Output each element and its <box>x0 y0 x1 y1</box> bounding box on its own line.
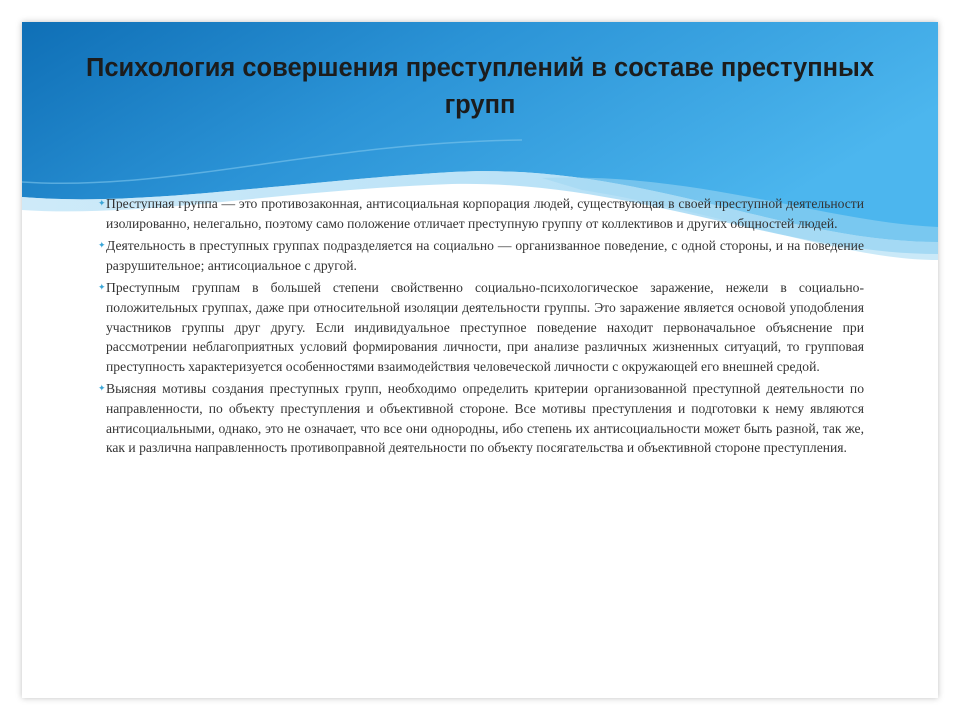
bullet-item <box>98 236 864 275</box>
bullet-text: Деятельность в преступных группах подразделяется на социально — организванное поведение, с одной стороны, и на поведение разрушительное; антисоциальное с другой. <box>106 238 864 273</box>
wave-bullet-icon: ✦ <box>98 383 106 394</box>
bullet-item <box>98 379 864 457</box>
bullet-text: Выясняя мотивы создания преступных групп, необходимо определить критерии организованной преступной деятельности по направленности, по объекту преступления и объективной стороне. Все мотивы преступления и подготовки к нему являются антисоциальными, однако, это не означает, что все они однородны, ибо степень их антисоциальности может быть разной, так же, как и различна направленность противоправной деятельности по объекту посягательства и объективной стороне преступления. <box>106 381 864 456</box>
slide-title: Психология совершения преступлений в составе преступных групп <box>85 54 875 119</box>
bullet-text: Преступным группам в большей степени свойственно социально-психологическое заражение, нежели в социально-положительных группах, даже при относительной изоляции деятельности группы. Это заражение является основой уподобления участников группы друг другу. Если индивидуальное преступное поведение находит первоначальное объяснение при рассмотрении неблагоприятных условий формирования личности, при анализе различных жизненных ситуаций, то групповая преступность характеризуется особенностями взаимодействия человеческой личности с окружающей его внешней средой. <box>106 280 864 374</box>
wave-bullet-icon: ✦ <box>98 198 106 208</box>
wave-bullet-icon: ✦ <box>98 282 106 293</box>
bullet-item <box>98 278 864 376</box>
bullet-text: Преступная группа — это противозаконная, антисоциальная корпорация людей, существующая в своей преступной деятельности изолированно, нелегально, поэтому само положение отличает преступную группу от коллективов и других общностей людей. <box>106 196 864 231</box>
slide <box>22 22 938 698</box>
slide-body <box>98 194 864 461</box>
bullet-item <box>98 194 864 233</box>
wave-bullet-icon: ✦ <box>98 240 106 251</box>
